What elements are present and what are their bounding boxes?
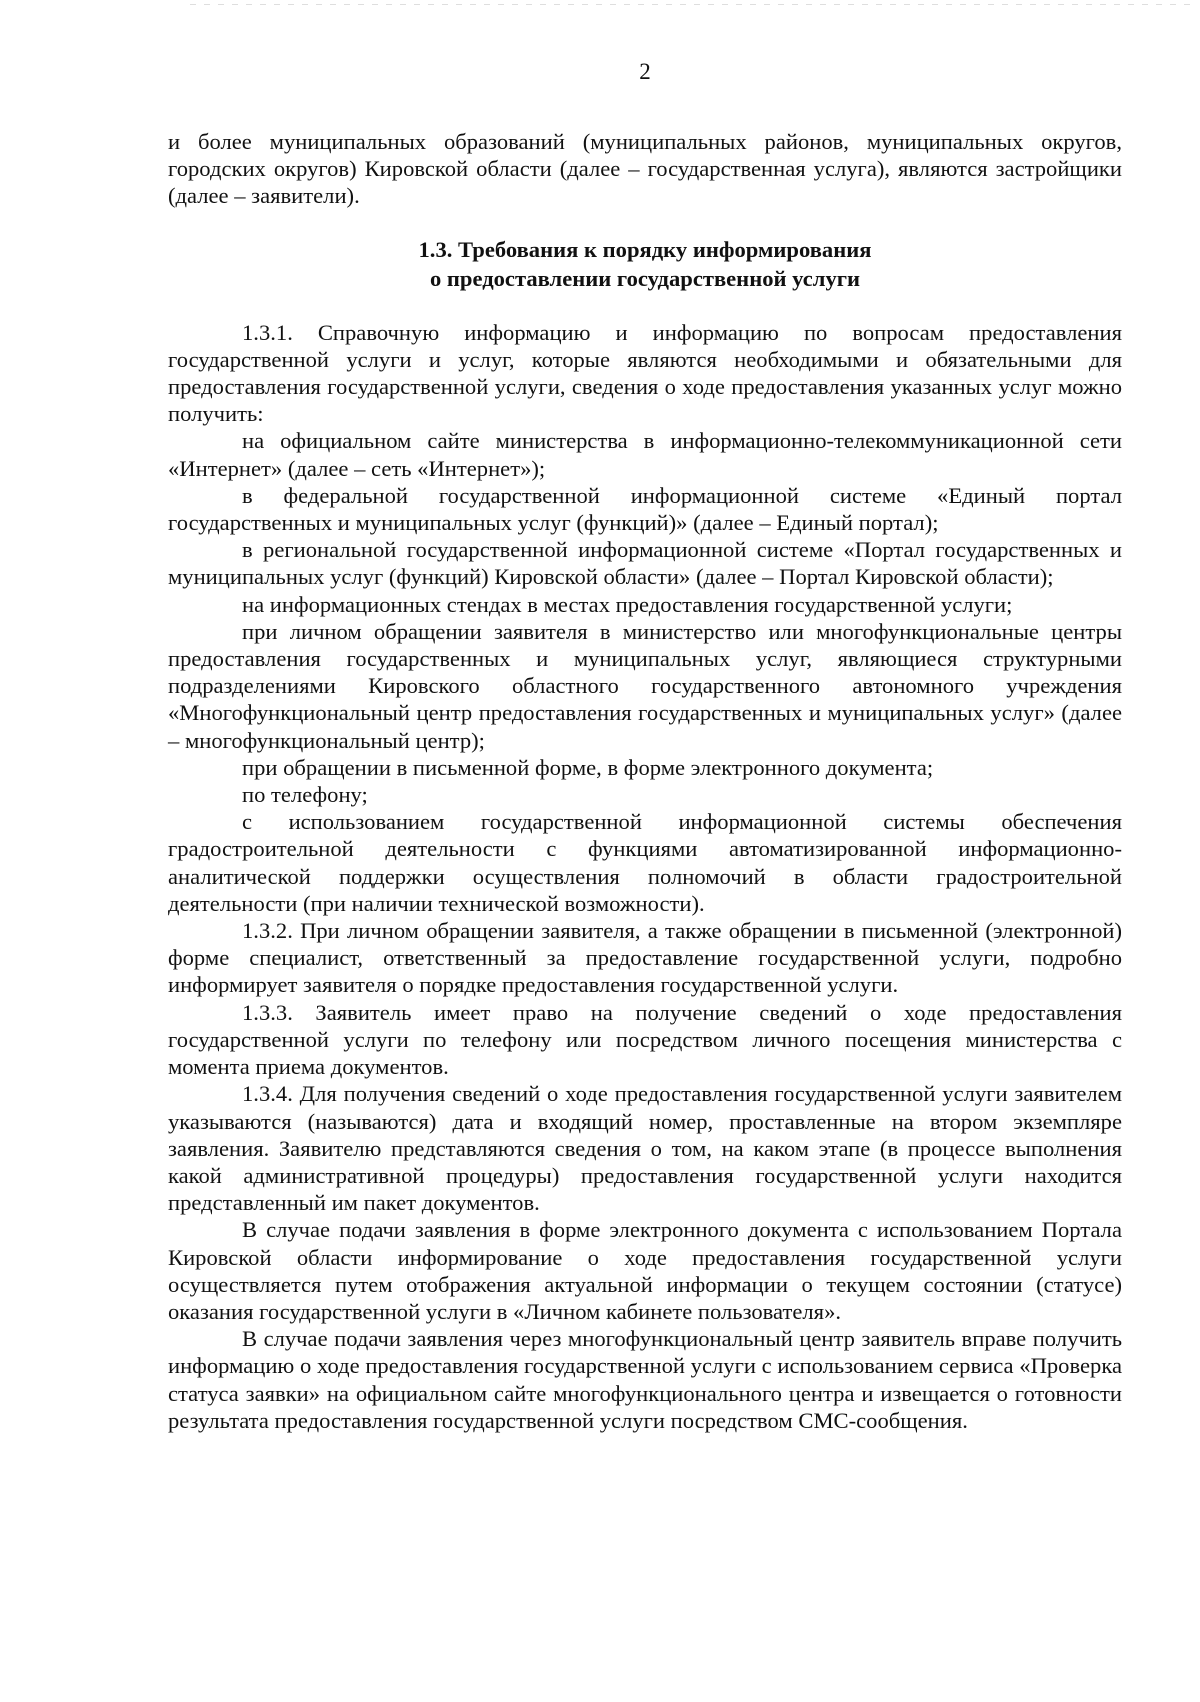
paragraph-electronic-submission: В случае подачи заявления в форме электронного документа с использованием Портала Кировской области информирование о ходе предоставления государственной услуги осуществляется путем отображения актуальной информации о текущем состоянии (статусе) оказания государственной услуги в «Личном кабинете пользователя». [168,1217,1122,1324]
document-body [168,128,1122,1434]
paragraph-urban-planning-system: с использованием государственной информационной системы обеспечения градостроительной деятельности с функциями автоматизированной информационно-аналитической поддержки осуществления полномочий в области градостроительной деятельности (при наличии технической возможности). [168,809,1122,916]
paragraph-1-3-2: 1.3.2. При личном обращении заявителя, а также обращении в письменной (электронной) форме специалист, ответственный за предоставление государственной услуги, подробно информирует заявителя о порядке предоставления государственной услуги. [168,918,1122,998]
paragraph-telephone: по телефону; [242,782,368,808]
paragraph-1-3-3: 1.3.3. Заявитель имеет право на получение сведений о ходе предоставления государственной услуги по телефону или посредством личного посещения министерства с момента приема документов. [168,999,1122,1080]
paragraph-1-3-4: 1.3.4. Для получения сведений о ходе предоставления государственной услуги заявителем указываются (называются) дата и входящий номер, проставленные на втором экземпляре заявления. Заявителю представляются сведения о том, на каком этапе (в процессе выполнения какой административной процедуры) предоставления государственной услуги находится представленный им пакет документов. [168,1081,1122,1216]
scan-artifact-line [190,4,1190,5]
section-heading-line-1: 1.3. Требования к порядку информирования [418,236,872,262]
section-heading [168,235,1122,293]
section-heading-line-2: о предоставлении государственной услуги [429,265,861,291]
paragraph-written-request: при обращении в письменной форме, в форме электронного документа; [242,754,934,780]
paragraph-regional-portal: в региональной государственной информационной системе «Портал государственных и муниципальных услуг (функций) Кировской области» (далее – Портал Кировской области); [168,537,1122,590]
paragraph-personal-visit: при личном обращении заявителя в министерство или многофункциональные центры предоставления государственных и муниципальных услуг, являющиеся структурными подразделениями Кировского областного государственного автономного учреждения «Многофункциональный центр предоставления государственных и муниципальных услуг» (далее – многофункциональный центр); [168,618,1122,753]
paragraph-1-3-1: 1.3.1. Справочную информацию и информацию по вопросам предоставления государственной услуги и услуг, которые являются необходимыми и обязательными для предоставления государственной услуги, сведения о ходе предоставления указанных услуг можно получить: [168,319,1122,427]
paragraph-info-stands: на информационных стендах в местах предоставления государственной услуги; [242,591,1013,617]
paragraph-mfc-submission: В случае подачи заявления через многофункциональный центр заявитель вправе получить информацию о ходе предоставления государственной услуги с использованием сервиса «Проверка статуса заявки» на официальном сайте многофункционального центра и извещается о готовности результата предоставления государственной услуги посредством СМС-сообщения. [168,1326,1122,1433]
paragraph-federal-portal: в федеральной государственной информационной системе «Единый портал государственных и муниципальных услуг (функций)» (далее – Единый портал); [168,482,1122,536]
intro-paragraph: и более муниципальных образований (муниципальных районов, муниципальных округов, городских округов) Кировской области (далее – государственная услуга), являются застройщики (далее – заявители). [168,129,1122,209]
page-number: 2 [639,59,651,84]
paragraph-official-site: на официальном сайте министерства в информационно-телекоммуникационной сети «Интернет» (далее – сеть «Интернет»); [168,428,1122,481]
